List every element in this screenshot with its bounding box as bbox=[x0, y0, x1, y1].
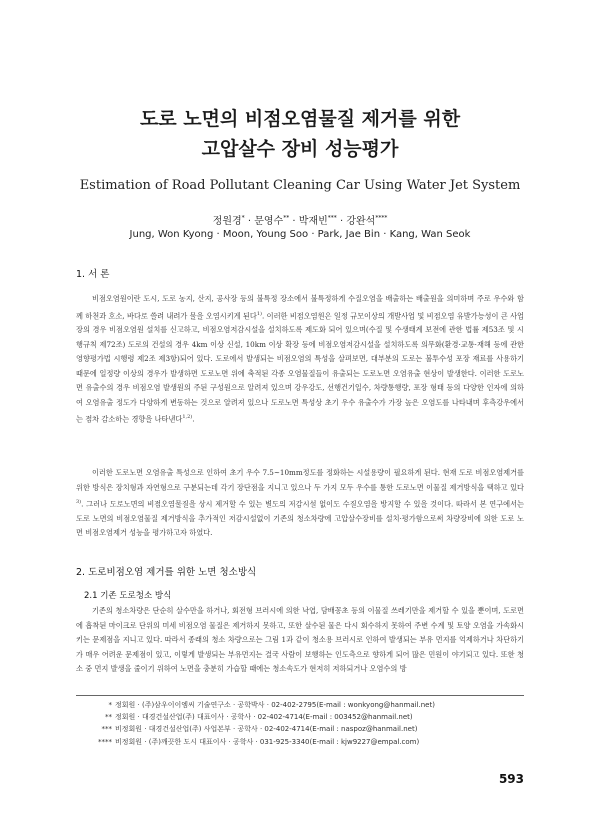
author-separator: · bbox=[292, 216, 296, 227]
author-name: 문영수 bbox=[254, 216, 284, 227]
body-paragraph bbox=[76, 604, 524, 677]
footnote-mark: * bbox=[108, 701, 112, 709]
author-footnotes bbox=[92, 699, 522, 748]
footnote-text: 정회원 · (주)삼우이이엠씨 기술연구소 · 공학박사 · 02-402-2795(E-mail : wonkyong@hanmail.net) bbox=[115, 701, 435, 709]
subsection-heading-existing-method: 2.1 기존 도로청소 방식 bbox=[84, 591, 172, 601]
authors-english: Jung, Won Kyong · Moon, Young Soo · Park, Jae Bin · Kang, Wan Seok bbox=[129, 229, 471, 240]
section-heading-introduction: 1. 서 론 bbox=[76, 269, 110, 280]
citation-ref: 1,2) bbox=[182, 414, 193, 421]
footnote-mark: *** bbox=[101, 725, 112, 734]
footnote-item bbox=[92, 723, 522, 735]
citation-ref: 1) bbox=[256, 310, 263, 317]
footnote-text: 비정회원 · (주)깨끗한 도시 대표이사 · 공학사 · 031-925-3340(E-mail : kjw9227@empal.com) bbox=[115, 737, 420, 746]
paper-title-korean bbox=[0, 104, 600, 164]
author-mark: * bbox=[241, 214, 245, 222]
author-name: 정원경 bbox=[212, 216, 242, 227]
footnote-divider bbox=[76, 695, 524, 696]
author-mark: **** bbox=[375, 214, 388, 222]
paper-title-english: Estimation of Road Pollutant Cleaning Car Using Water Jet System bbox=[79, 178, 521, 193]
author-name: 강완석 bbox=[346, 216, 376, 227]
paragraph-text: 기존의 청소차량은 단순히 살수만을 하거나, 회전형 브러시에 의한 낙엽, 담배꽁초 등의 이물질 쓰레기만을 제거할 수 있을 뿐이며, 도로면에 흡착된 마이크로 단위의 미세 비점오염 물질은 제거하지 못하고, 또한 살수된 물은 다시 회수하지 못하여 주변 수계 및 토양 오염을 가속화시키는 문제점을 지니고 있다. 따라서 종래의 청소 차량으로는 그림 1과 같이 청소용 브러시로 인하여 발생되는 부유 먼지를 억제하거나 차단하기가 매우 어려운 문제점이 있고, 이렇게 발생되는 부유먼지는 결국 사람이 보행하는 인도측으로 향하게 되어 많은 민원이 야기되고 있다. 또한 청소 중 먼지 발생을 줄이기 위하여 노면을 충분히 가습할 때에는 청소속도가 현저히 저하되거나 오염수의 방 bbox=[76, 606, 524, 673]
citation-ref: 3) bbox=[76, 499, 82, 505]
section-heading-road-cleaning: 2. 도로비점오염 제거를 위한 노면 청소방식 bbox=[76, 567, 257, 578]
paragraph-text: . 이러한 비점오염원은 일정 규모이상의 개발사업 및 비점오염 유발가능성이 큰 사업장의 경우 비점오염원 설치를 신고하고, 비점오염저감시설을 설치하도록 제도화 되어 있으며(수질 및 수생태계 보전에 관한 법률 제53조 및 시행규칙 제72조) 도로의 건설의 경우 4km 이상 신설, 10km 이상 확장 등에 비점오염저감시설을 설치하도록 의무화(환경·교통·재해 등에 관한 영향평가법 시행령 제2조 제3항)되어 있다. 도로에서 발생되는 비점오염의 특성을 살펴보면, 대부분의 도로는 불투수성 포장 재료를 사용하기 때문에 일정량 이상의 경우가 발생하면 도로노면 위에 축적된 각종 오염물질들이 유출되는 도로노면 오염유출 현상이 발생한다. 이러한 도로노면 유출수의 경우 비점오염 발생원의 주된 구성원으로 알려져 있으며 강우강도, 선행건기일수, 차량통행량, 포장 형태 등의 다양한 인자에 의하여 오염유출 정도가 다양하게 변동하는 것으로 알려져 있으나 도로노면 특성상 초기 우수 유출수가 가장 높은 오염도를 나타내며 후측강우에서는 점차 감소하는 경향을 나타낸다 bbox=[76, 310, 524, 424]
footnote-mark: **** bbox=[98, 737, 112, 746]
author-mark: ** bbox=[283, 214, 290, 222]
footnote-item bbox=[92, 711, 522, 723]
author-mark: *** bbox=[327, 214, 337, 222]
title-line-2: 고압살수 장비 성능평가 bbox=[201, 138, 399, 160]
body-paragraph bbox=[76, 292, 524, 427]
author-separator: · bbox=[339, 216, 344, 227]
footnote-text: 비정회원 · 대경건설산업(주) 사업본부 · 공학사 · 02-402-4714(E-mail : naspoz@hanmail.net) bbox=[115, 725, 418, 734]
footnote-item bbox=[92, 699, 522, 711]
page-number: 593 bbox=[498, 772, 524, 786]
footnote-mark: ** bbox=[105, 713, 112, 722]
author-name: 박재빈 bbox=[298, 216, 328, 227]
paragraph-text: 비점오염원이란 도시, 도로 농지, 산지, 공사장 등의 불특정 장소에서 불특정하게 수질오염을 배출하는 배출원을 의미하며 주로 우수와 함께 하천과 호소, 바다로 쓸려 내려가 물을 오염시키게 된다 bbox=[76, 294, 524, 320]
footnote-text: 정회원 · 대경건설산업(주) 대표이사 · 공학사 · 02-402-4714(E-mail : 003452@hanmail.net) bbox=[115, 713, 413, 722]
footnote-item bbox=[92, 736, 522, 748]
paragraph-text: . bbox=[192, 414, 195, 424]
paragraph-text: 이러한 도로노면 오염유출 특성으로 인하여 초기 우수 7.5~10mm정도를 정화하는 시설용량이 필요하게 된다. 현재 도로 비점오염제거를 위한 방식은 장치형과 자연형으로 구분되는데 각기 장단점을 지니고 있으나 두 가지 모두 우수를 통한 도로노면 이물질 제거방식을 택하고 있다 bbox=[76, 468, 524, 492]
body-paragraph bbox=[76, 466, 524, 541]
authors-korean bbox=[0, 212, 600, 227]
paragraph-text: . 그러나 도로노면의 비점오염물질을 상시 제거할 수 있는 별도의 저감시설 없이도 수질오염을 방지할 수 있을 것이다. 따라서 본 연구에서는 도로 노면의 비점오염물질 제거방식을 추가적인 저감시설없이 기존의 청소차량에 고압살수장비를 설치·평가함으로써 차량장비에 의한 도로 노면 비점오염제거 성능을 평가하고자 하였다. bbox=[76, 499, 524, 538]
author-separator: · bbox=[247, 216, 252, 227]
title-line-1: 도로 노면의 비점오염물질 제거를 위한 bbox=[139, 108, 461, 130]
